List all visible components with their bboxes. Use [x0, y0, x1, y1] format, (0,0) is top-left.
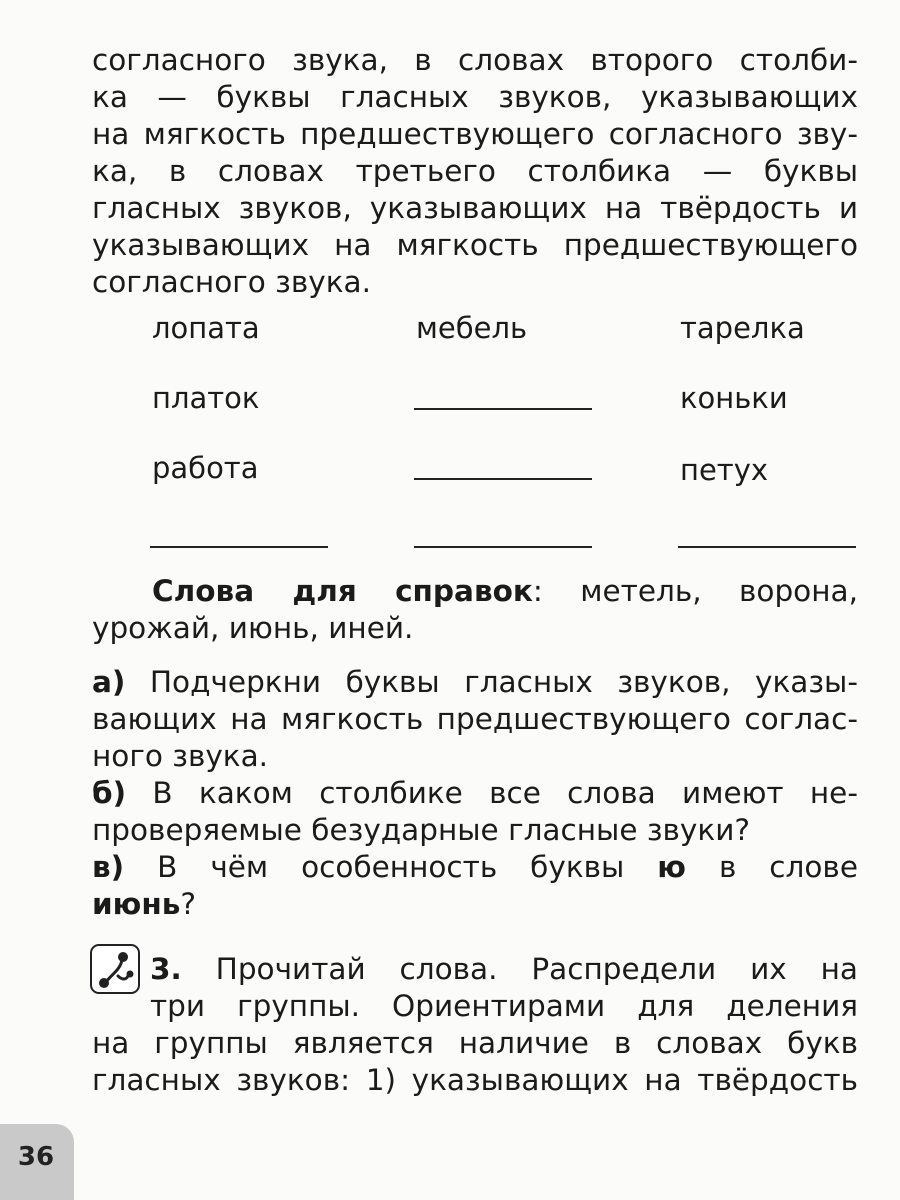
- task-a-line1: [92, 664, 858, 701]
- exercise-3-number: 3.: [150, 952, 182, 986]
- text-line: гласных звуков, указывающих на твёрдость и: [92, 191, 858, 225]
- task-c-text: В чём особенность буквы: [157, 850, 625, 884]
- exercise-3-line4: гласных звуков: 1) указывающих на твёрдость: [92, 1063, 858, 1097]
- task-b-text: В каком столбике все слова имеют не-: [152, 776, 858, 810]
- word-col3-row3: петух: [680, 453, 769, 487]
- word-col1-row2: платок: [152, 381, 260, 415]
- exercise-3-line3: на группы является наличие в словах букв: [92, 1026, 858, 1060]
- reference-line2: урожай, июнь, иней.: [92, 611, 414, 645]
- pair-work-icon: [90, 944, 140, 994]
- task-c-question-mark: ?: [180, 887, 197, 921]
- text-line: ка, в словах третьего столбика — буквы: [92, 154, 858, 188]
- task-c-letter: ю: [657, 850, 686, 884]
- task-a-line3: ного звука.: [92, 739, 269, 773]
- text-line: согласного звука.: [92, 265, 371, 299]
- blank-line-col2-row4[interactable]: [414, 546, 592, 548]
- task-c-word: июнь: [92, 887, 181, 921]
- word-col1-row3: работа: [152, 451, 259, 485]
- task-a-line2: вающих на мягкость предшествующего соглас-: [92, 702, 858, 736]
- text-line: согласного звука, в словах второго столби-: [92, 43, 858, 77]
- text-line: ка — буквы гласных звуков, указывающих: [92, 80, 858, 114]
- exercise-3-line1: [150, 951, 858, 988]
- reference-label: Слова для справок: [152, 574, 533, 608]
- blank-line-col2-row2[interactable]: [414, 408, 592, 410]
- task-c-text-end: в слове: [718, 850, 858, 884]
- word-col3-row1: тарелка: [680, 311, 805, 345]
- task-c-line2: [92, 886, 858, 923]
- task-b-line2: проверяемые безударные гласные звуки?: [92, 813, 751, 847]
- reference-words-part1: : метель, ворона,: [532, 574, 858, 608]
- task-c-marker: в): [92, 850, 125, 884]
- task-c-line1: [92, 849, 858, 886]
- word-col1-row1: лопата: [152, 311, 260, 345]
- task-b-marker: б): [92, 776, 127, 810]
- blank-line-col1-row4[interactable]: [150, 546, 328, 548]
- blank-line-col3-row4[interactable]: [678, 546, 856, 548]
- reference-line1: [152, 573, 858, 610]
- page-number: 36: [17, 1142, 55, 1172]
- text-line: указывающих на мягкость предшествующего: [92, 228, 858, 262]
- exercise-3-text: Прочитай слова. Распредели их на: [215, 952, 858, 986]
- task-a-text: Подчеркни буквы гласных звуков, указы-: [149, 665, 858, 699]
- exercise-3-line2: три группы. Ориентирами для деления: [150, 989, 858, 1023]
- word-col3-row2: коньки: [680, 381, 788, 415]
- task-a-marker: а): [92, 665, 126, 699]
- blank-line-col2-row3[interactable]: [414, 478, 592, 480]
- task-b-line1: [92, 775, 858, 812]
- text-line: на мягкость предшествующего согласного зву-: [92, 117, 858, 151]
- word-col2-row1: мебель: [416, 311, 528, 345]
